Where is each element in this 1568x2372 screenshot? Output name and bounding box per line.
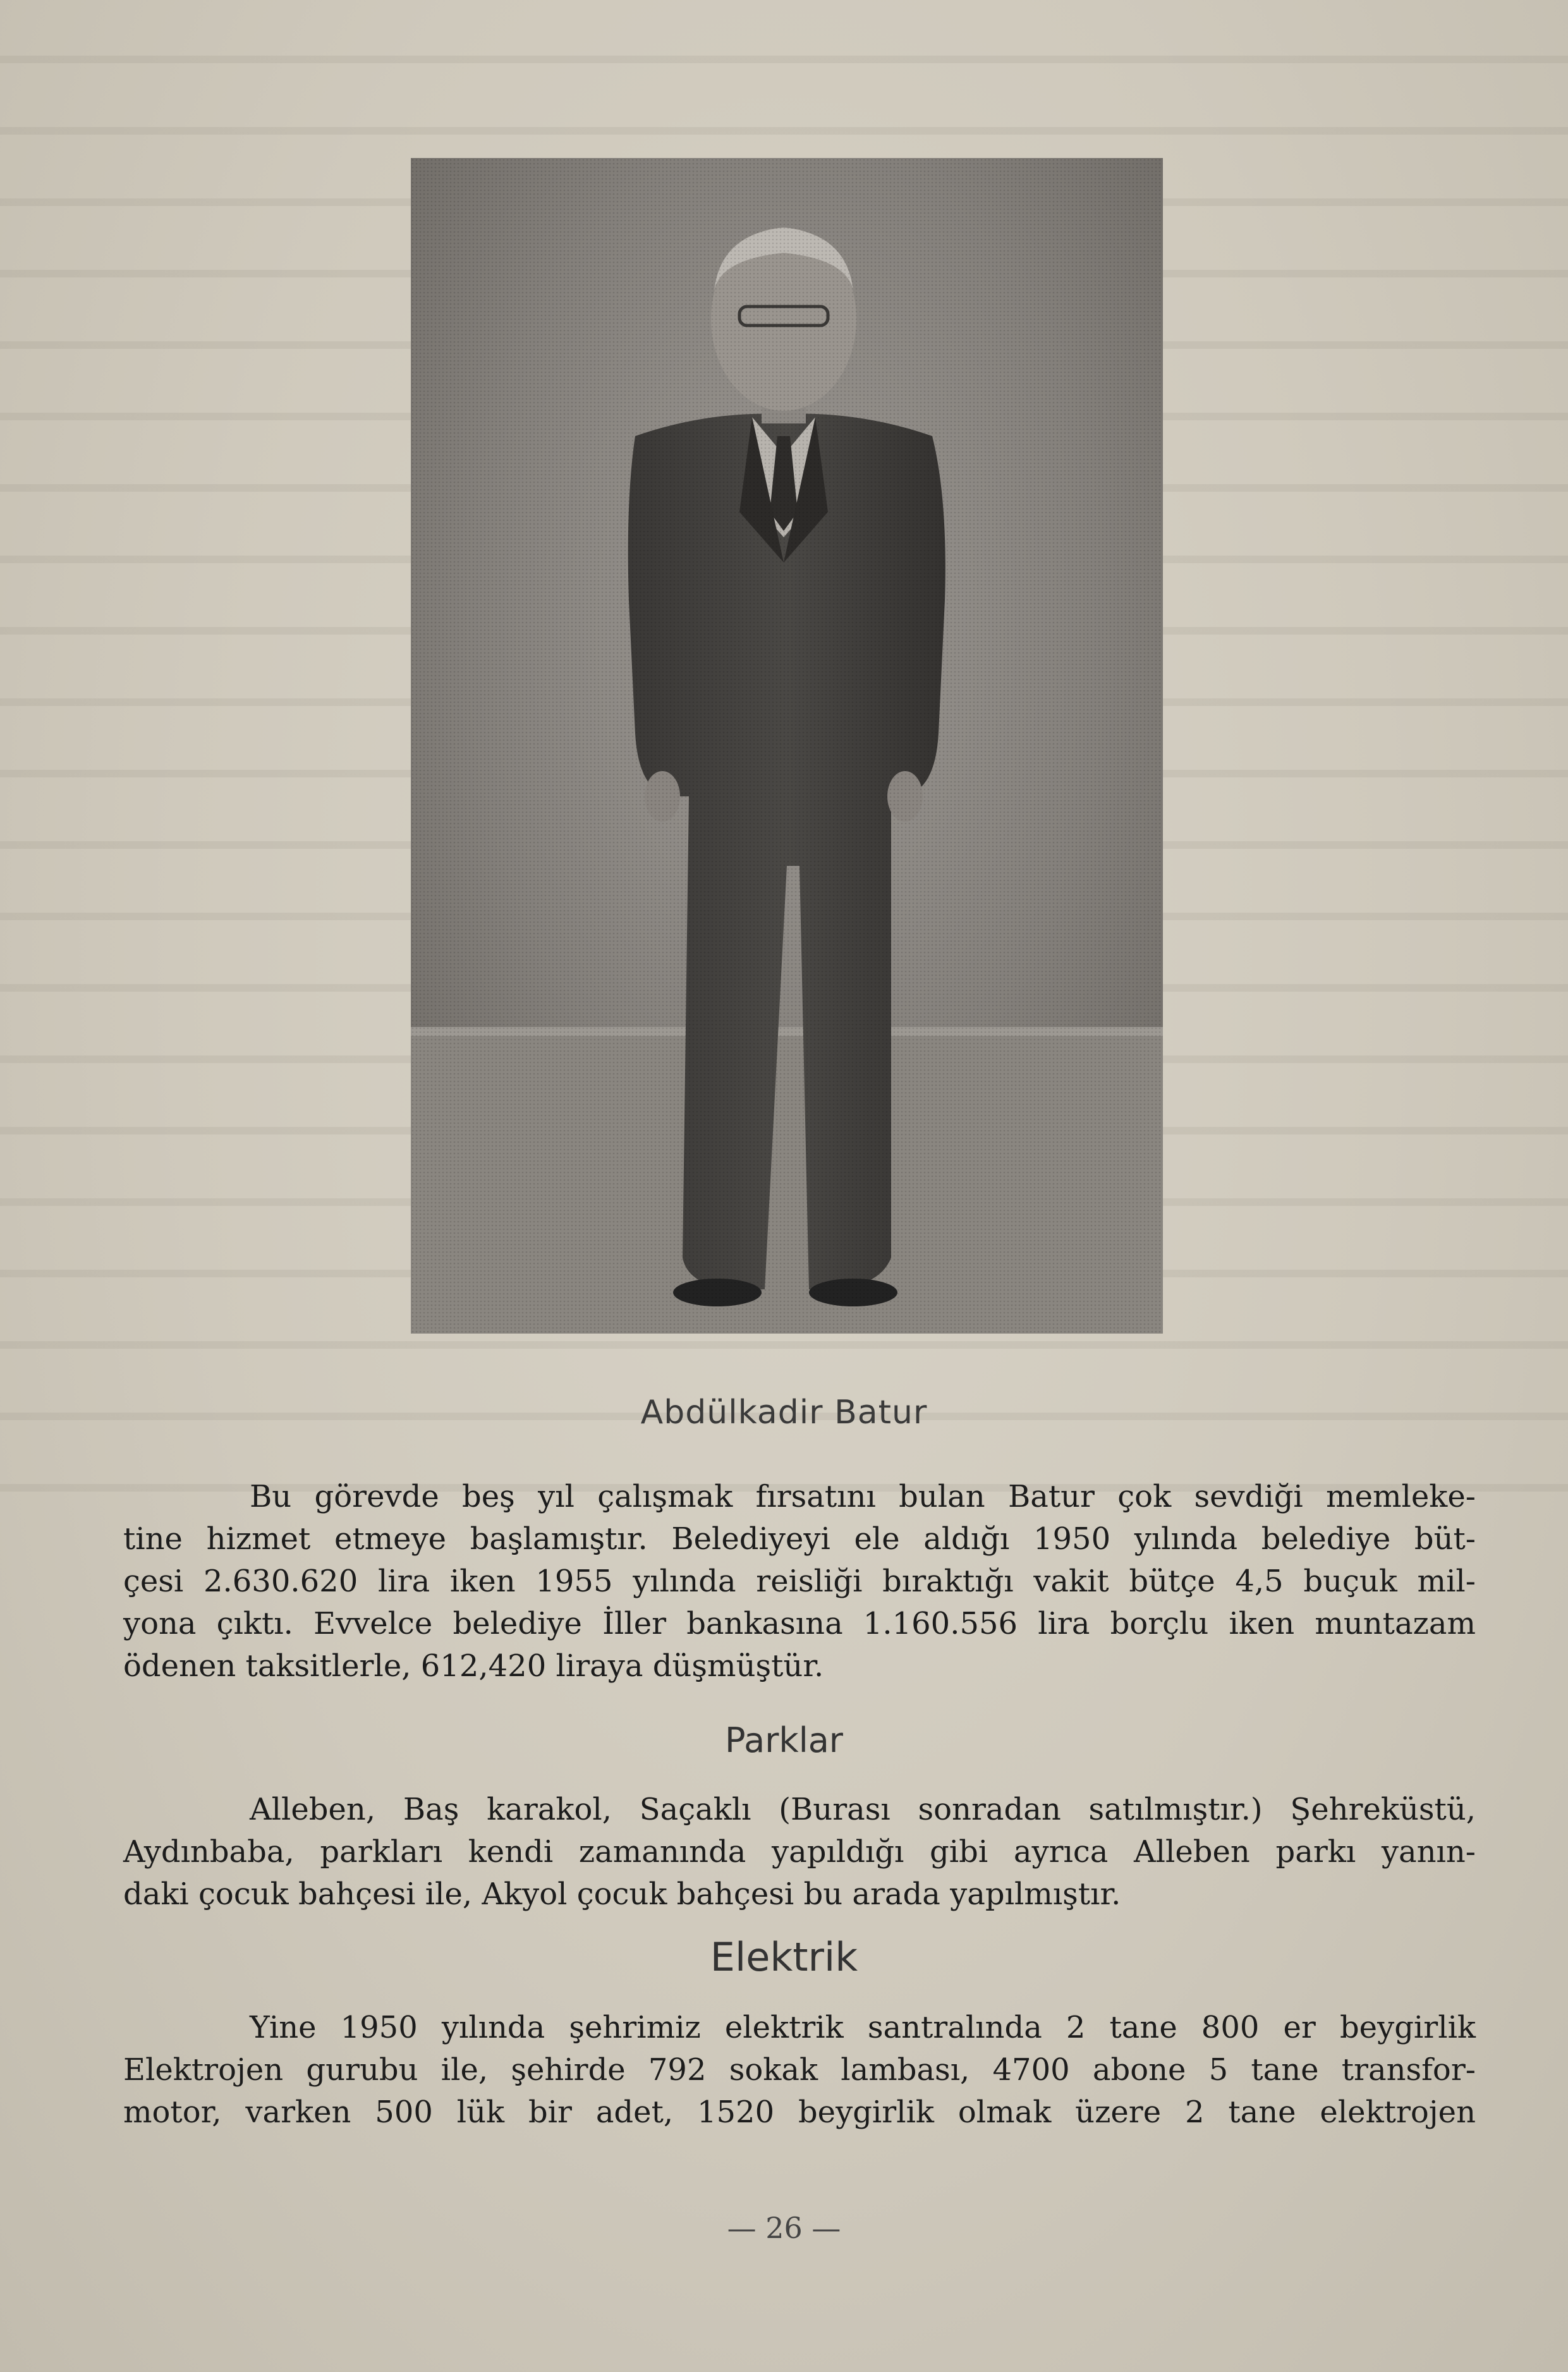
page-number: — 26 — <box>727 2211 841 2245</box>
paragraph-elektrik <box>123 2007 1476 2134</box>
text-line: Yine 1950 yılında şehrimiz elektrik santralında 2 tane 800 er beygirlik <box>250 2010 1476 2045</box>
text-line: ödenen taksitlerle, 612,420 liraya düşmüştür. <box>123 1648 824 1684</box>
text-line: Bu görevde beş yıl çalışmak fırsatını bulan Batur çok sevdiği memleke- <box>250 1479 1476 1514</box>
portrait-photo <box>411 158 1163 1334</box>
text-line: çesi 2.630.620 lira iken 1955 yılında reisliği bıraktığı vakit bütçe 4,5 buçuk mil- <box>123 1564 1476 1599</box>
paragraph-intro <box>123 1476 1476 1688</box>
text-line: tine hizmet etmeye başlamıştır. Belediyeyi ele aldığı 1950 yılında belediye büt- <box>123 1521 1476 1557</box>
portrait-image <box>411 158 1163 1334</box>
text-line: Elektrojen gurubu ile, şehirde 792 sokak lambası, 4700 abone 5 tane transfor- <box>123 2052 1476 2088</box>
section-heading-parklar: Parklar <box>725 1720 843 1760</box>
text-line: Alleben, Baş karakol, Saçaklı (Burası sonradan satılmıştır.) Şehreküstü, <box>250 1792 1476 1827</box>
text-line: Aydınbaba, parkları kendi zamanında yapıldığı gibi ayrıca Alleben parkı yanın- <box>123 1834 1476 1870</box>
text-line: yona çıktı. Evvelce belediye İller bankasına 1.160.556 lira borçlu iken muntazam <box>123 1606 1476 1641</box>
paragraph-parklar <box>123 1789 1476 1916</box>
section-heading-elektrik: Elektrik <box>710 1934 858 1980</box>
text-line: daki çocuk bahçesi ile, Akyol çocuk bahçesi bu arada yapılmıştır. <box>123 1876 1121 1912</box>
text-line: motor, varken 500 lük bir adet, 1520 beygirlik olmak üzere 2 tane elektrojen <box>123 2095 1476 2130</box>
photo-caption: Abdülkadir Batur <box>640 1394 928 1432</box>
